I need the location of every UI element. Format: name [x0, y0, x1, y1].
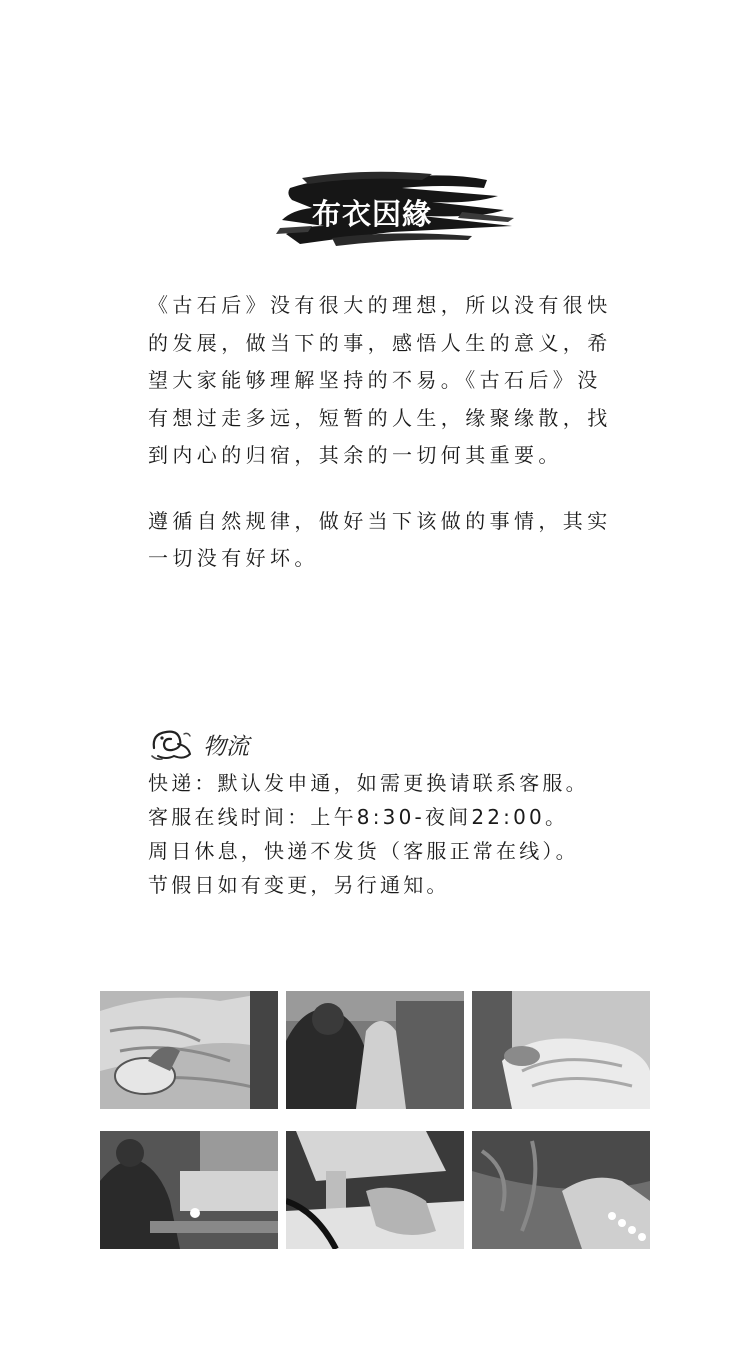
logistics-line: 节假日如有变更，另行通知。 — [148, 873, 450, 897]
logistics-line: 客服在线时间：上午8:30-夜间22:00。 — [148, 805, 569, 829]
intro-section — [148, 287, 618, 606]
logistics-title: 物流 — [203, 734, 249, 760]
logistics-heading — [148, 724, 628, 766]
photo-tailoring — [286, 991, 464, 1109]
photo-sewing-machine — [286, 1131, 464, 1249]
photo-ironing — [100, 991, 278, 1109]
logistics-section — [148, 724, 628, 902]
photo-gallery — [100, 991, 650, 1249]
photo-hand-stitching — [472, 1131, 650, 1249]
logistics-line: 周日休息，快递不发货（客服正常在线）。 — [148, 839, 579, 863]
photo-folding — [472, 991, 650, 1109]
photo-machine-work — [100, 1131, 278, 1249]
intro-paragraph: 《古石后》没有很大的理想，所以没有很快的发展，做当下的事，感悟人生的意义，希望大家能够理解坚持的不易。《古石后》没有想过走多远，短暂的人生，缘聚缘散，找到内心的归宿，其余的一切何其重要。 — [148, 293, 612, 467]
banner-title: 布衣因緣 — [312, 197, 433, 231]
logistics-line: 快递：默认发申通，如需更换请联系客服。 — [148, 771, 589, 795]
ink-dragon-icon — [148, 726, 194, 768]
title-banner — [272, 166, 514, 258]
intro-paragraph: 遵循自然规律，做好当下该做的事情，其实一切没有好坏。 — [148, 508, 612, 570]
